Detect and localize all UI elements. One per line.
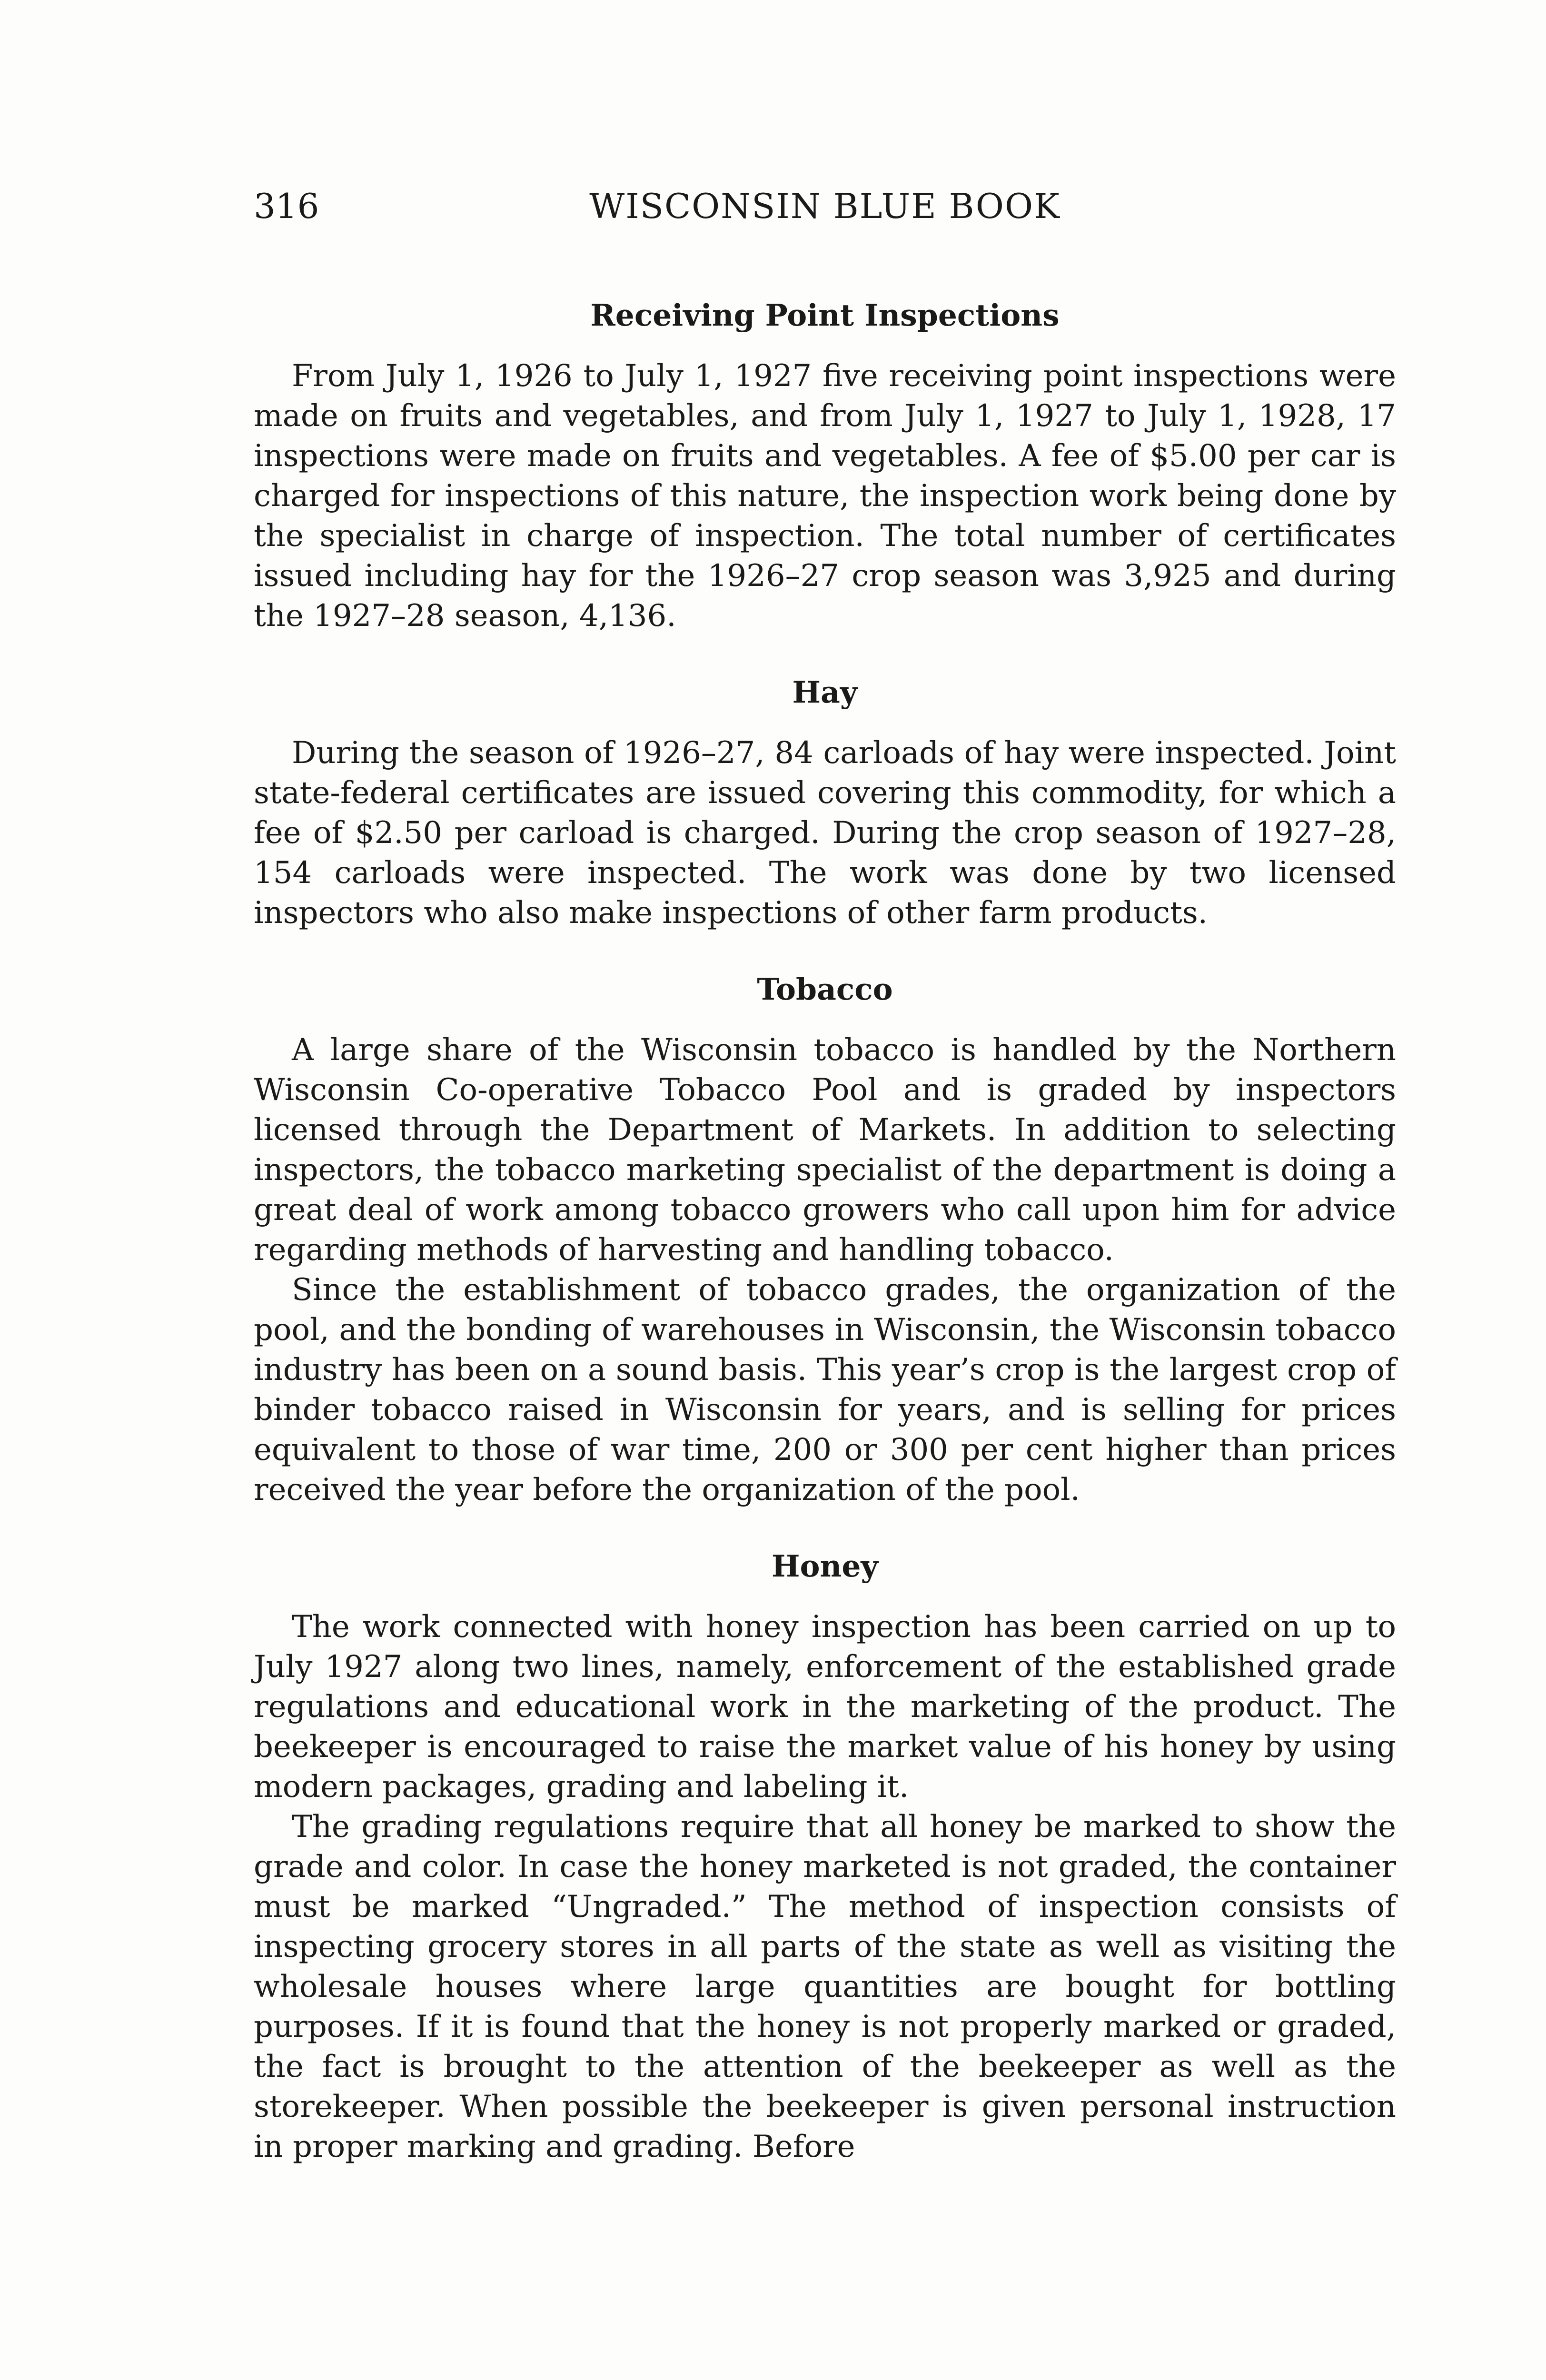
section-heading-tobacco: Tobacco bbox=[757, 972, 893, 1007]
section-heading-receiving-point-inspections: Receiving Point Inspections bbox=[590, 298, 1060, 333]
paragraph: The work connected with honey inspection has been carried on up to July 1927 along two lines, namely, enforcement of the established grade regulations and educational work in the marketing of the product. The beekeeper is encouraged to raise the market value of his honey by using modern packages, grading and labeling it. bbox=[254, 1609, 1396, 1805]
paragraph: During the season of 1926–27, 84 carloads of hay were inspected. Joint state-federal certificates are issued covering this commodity, for which a fee of $2.50 per carload is charged. During the crop season of 1927–28, 154 carloads were inspected. The work was done by two licensed inspectors who also make inspections of other farm products. bbox=[254, 735, 1396, 931]
paragraph: Since the establishment of tobacco grades, the organization of the pool, and the bonding of warehouses in Wisconsin, the Wisconsin tobacco industry has been on a sound basis. This year’s crop is the largest crop of binder tobacco raised in Wisconsin for years, and is selling for prices equivalent to those of war time, 200 or 300 per cent higher than prices received the year before the organization of the pool. bbox=[254, 1272, 1396, 1507]
paragraph: The grading regulations require that all honey be marked to show the grade and color. In case the honey marketed is not graded, the container must be marked “Ungraded.” The method of inspection consists of inspecting grocery stores in all parts of the state as well as visiting the wholesale houses where large quantities are bought for bottling purposes. If it is found that the honey is not properly marked or graded, the fact is brought to the attention of the beekeeper as well as the storekeeper. When possible the beekeeper is given personal instruction in proper marking and grading. Before bbox=[254, 1809, 1396, 2164]
paragraph: A large share of the Wisconsin tobacco is handled by the Northern Wisconsin Co-operative Tobacco Pool and is graded by inspectors licensed through the Department of Markets. In addition to selecting inspectors, the tobacco marketing specialist of the department is doing a great deal of work among tobacco growers who call upon him for advice regarding methods of harvesting and handling tobacco. bbox=[254, 1032, 1396, 1268]
paragraph: From July 1, 1926 to July 1, 1927 five receiving point inspections were made on fruits and vegetables, and from July 1, 1927 to July 1, 1928, 17 inspections were made on fruits and vegetables. A fee of $5.00 per car is charged for inspections of this nature, the inspection work being done by the specialist in charge of inspection. The total number of certificates issued including hay for the 1926–27 crop season was 3,925 and during the 1927–28 season, 4,136. bbox=[254, 358, 1396, 634]
running-head bbox=[254, 182, 1396, 230]
page-body bbox=[254, 295, 1396, 2167]
section-heading-hay: Hay bbox=[792, 674, 858, 710]
section-heading-honey: Honey bbox=[771, 1548, 879, 1584]
running-title: WISCONSIN BLUE BOOK bbox=[589, 186, 1060, 226]
page-number: 316 bbox=[254, 186, 319, 226]
